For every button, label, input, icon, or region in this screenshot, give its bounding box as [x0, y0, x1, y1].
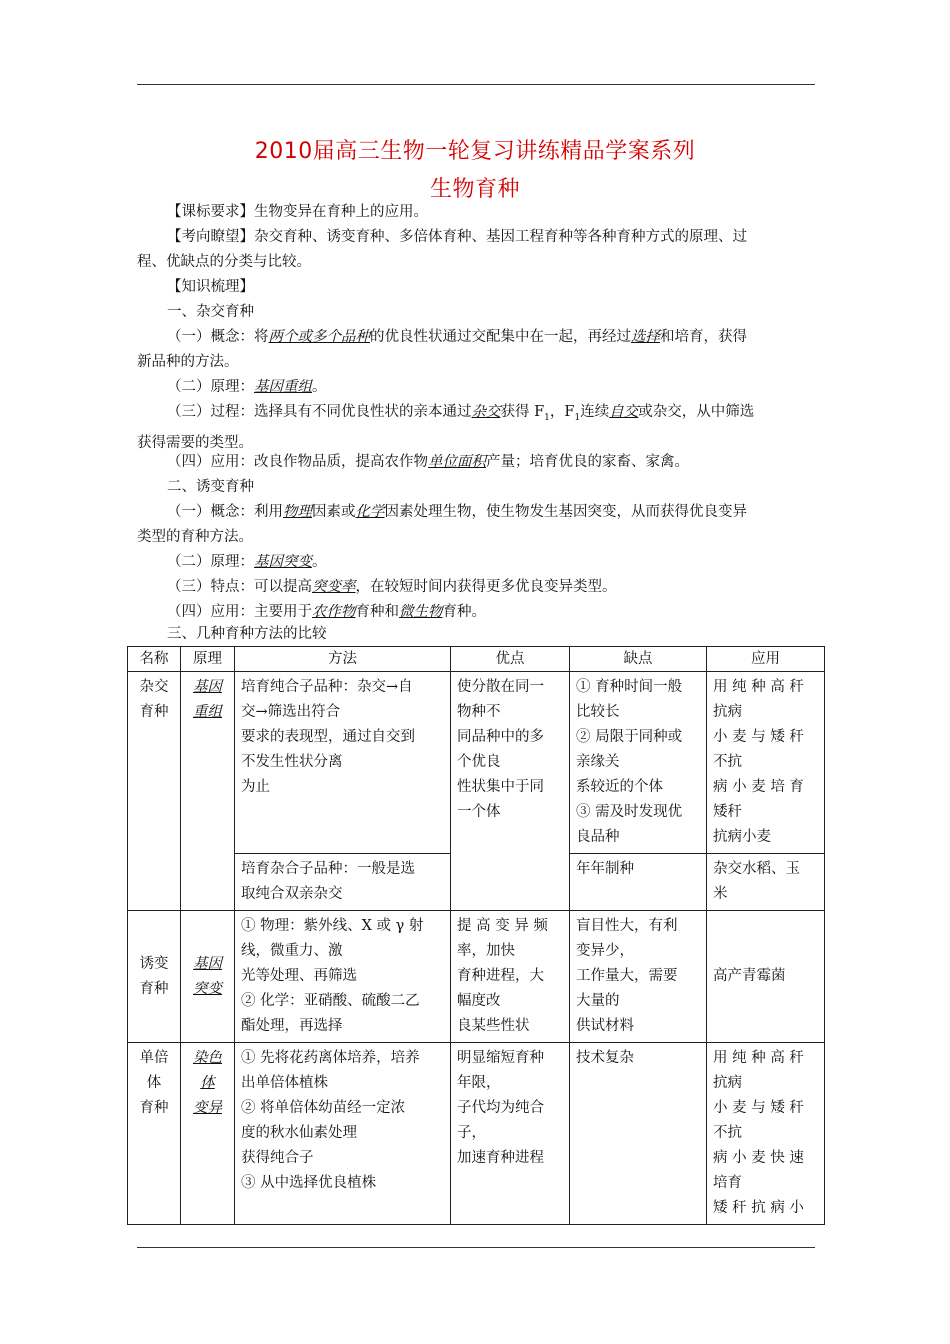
text: 或杂交，从中筛选	[638, 404, 755, 420]
header-disadvantage: 缺点	[570, 647, 707, 672]
header-principle: 原理	[181, 647, 235, 672]
cell-method	[235, 854, 451, 911]
cell-method	[235, 911, 451, 1043]
text: 杂交	[139, 679, 169, 695]
section1-heading: 一、杂交育种	[167, 304, 254, 320]
text: 获得 F	[500, 404, 545, 420]
text: 育种	[139, 980, 169, 997]
text: 抗病	[713, 704, 742, 720]
header-advantage: 优点	[451, 647, 570, 672]
text: 加速育种进程	[457, 1150, 544, 1166]
text: ，在较短时间内获得更多优良变异类型。	[355, 579, 617, 595]
section1-concept	[137, 325, 815, 375]
requirements-paragraph	[137, 200, 815, 225]
requirements-text: 生物变异在育种上的应用。	[254, 204, 428, 220]
text: 抗病	[713, 1075, 742, 1091]
cell-disadvantage	[570, 854, 707, 911]
text: 因素处理生物，使生物发生基因突变，从而获得优良变异	[384, 504, 747, 520]
text: 基因	[193, 679, 222, 695]
document-title: 2010届高三生物一轮复习讲练精品学案系列	[254, 139, 696, 164]
text: ② 将单倍体幼苗经一定浓	[241, 1100, 406, 1116]
text: 因素或	[312, 504, 356, 520]
text: 连续	[580, 404, 610, 420]
answer-blank: 基因重组	[254, 379, 312, 395]
text: （一）概念：利用	[167, 504, 283, 520]
text: 光等处理、再筛选	[241, 968, 357, 984]
cell-principle	[181, 1043, 235, 1225]
cell-method	[235, 672, 451, 854]
text: 用 纯 种 高 秆	[713, 679, 804, 695]
text: ② 局限于同种或	[576, 729, 683, 745]
text: （二）原理：	[167, 379, 254, 395]
text: 染色	[193, 1050, 222, 1066]
text: 为止	[241, 779, 270, 795]
text: （四）应用：主要用于	[167, 604, 312, 620]
text: 率，加快	[457, 943, 515, 959]
text: 提 高 变 异 频	[457, 918, 548, 934]
text: 单倍	[139, 1050, 169, 1066]
text: 交→筛选出符合	[241, 704, 341, 720]
text: 培育	[713, 1175, 742, 1191]
text: 线，微重力、激	[241, 943, 343, 959]
text: 产量；培育优良的家畜、家禽。	[486, 454, 689, 470]
text: （一）概念：将	[167, 329, 269, 345]
text: 和培育，获得	[660, 329, 747, 345]
text: 抗病小麦	[713, 829, 771, 845]
cell-advantage	[451, 911, 570, 1043]
text: 年限，	[457, 1075, 501, 1091]
section1-application	[137, 450, 815, 475]
text: 获得纯合子	[241, 1150, 314, 1166]
footer-rule	[137, 1247, 815, 1248]
header-method: 方法	[235, 647, 451, 672]
text: 用 纯 种 高 秆	[713, 1050, 804, 1066]
text: 育种和	[355, 604, 399, 620]
cell-application	[707, 1043, 825, 1225]
text: 良某些性状	[457, 1018, 530, 1034]
text: （三）过程：选择具有不同优良性状的亲本通过	[167, 404, 472, 420]
text: 培育杂合子品种：一般是选	[241, 861, 415, 877]
answer-blank: 物理	[283, 504, 312, 520]
breeding-comparison-table	[127, 646, 825, 1225]
text: ① 育种时间一般	[576, 679, 683, 695]
text: 同品种中的多	[457, 729, 544, 745]
text: 获得需要的类型。	[137, 434, 253, 451]
cell-disadvantage	[570, 911, 707, 1043]
section1-principle	[137, 375, 815, 400]
requirements-label: 【课标要求】	[167, 204, 254, 220]
text: 变异少，	[576, 943, 634, 959]
answer-blank: 杂交	[471, 404, 501, 420]
text: 体	[146, 1075, 162, 1091]
text: 高产青霉菌	[713, 968, 786, 984]
cell-application	[707, 672, 825, 854]
answer-blank: 突变率	[312, 579, 356, 595]
text: 一个体	[457, 804, 501, 820]
subscript: 1	[574, 412, 581, 423]
text: 比较长	[576, 704, 620, 720]
text: 不抗	[713, 1125, 742, 1141]
answer-blank: 单位面积	[428, 454, 486, 470]
table-row	[128, 672, 825, 854]
text: 。	[312, 554, 327, 570]
text: 亲缘关	[576, 754, 620, 770]
text: ，F	[549, 404, 575, 420]
table-row	[128, 1043, 825, 1225]
text: 出单倍体植株	[241, 1075, 328, 1091]
answer-blank: 农作物	[312, 604, 356, 620]
text: 明显缩短育种	[457, 1050, 544, 1066]
text: 的优良性状通过交配集中在一起，再经过	[370, 329, 631, 345]
answer-blank: 化学	[355, 504, 385, 520]
answer-blank: 自交	[609, 404, 639, 420]
text: 小 麦 与 矮 秆	[713, 1100, 804, 1116]
text: 类型的育种方法。	[137, 529, 253, 545]
header-application: 应用	[707, 647, 825, 672]
text: 育种	[139, 1100, 169, 1116]
text: 育种	[139, 704, 169, 720]
cell-name	[128, 1043, 181, 1225]
answer-blank: 微生物	[399, 604, 443, 620]
text: （二）原理：	[167, 554, 254, 570]
section2-features	[137, 575, 815, 600]
table-header-row	[128, 647, 825, 672]
cell-principle	[181, 911, 235, 1043]
cell-disadvantage	[570, 1043, 707, 1225]
text: ② 化学：亚硝酸、硫酸二乙	[241, 993, 420, 1009]
text: ③ 从中选择优良植株	[241, 1175, 377, 1191]
text: 重组	[193, 704, 222, 720]
text: 病 小 麦 快 速	[713, 1150, 804, 1166]
text: 培育纯合子品种：杂交→自	[241, 679, 413, 695]
text: 个优良	[457, 754, 501, 770]
text: 大量的	[576, 993, 620, 1009]
text: 酯处理，再选择	[241, 1018, 343, 1034]
text: 病 小 麦 培 育	[713, 779, 804, 795]
text: 变异	[193, 1100, 222, 1116]
cell-advantage	[451, 672, 570, 911]
text: （三）特点：可以提高	[167, 579, 312, 595]
text: ① 物理：紫外线、X 或 γ 射	[241, 918, 424, 934]
outlook-paragraph	[137, 225, 815, 275]
subscript: 1	[544, 412, 550, 423]
text: 新品种的方法。	[137, 354, 239, 370]
header-name: 名称	[128, 647, 181, 672]
text: 育种。	[442, 604, 486, 620]
text: 使分散在同一	[457, 679, 544, 695]
knowledge-label: 【知识梳理】	[167, 279, 254, 295]
text: 性状集中于同	[457, 779, 544, 795]
text: 不抗	[713, 754, 742, 770]
text: 矮 秆 抗 病 小	[713, 1200, 804, 1216]
cell-disadvantage	[570, 672, 707, 854]
answer-blank: 选择	[631, 329, 660, 345]
text: 矮秆	[713, 804, 742, 820]
cell-principle	[181, 672, 235, 911]
text: 度的秋水仙素处理	[241, 1125, 357, 1141]
text: 盲目性大，有利	[576, 918, 678, 934]
cell-advantage	[451, 1043, 570, 1225]
text: 技术复杂	[576, 1050, 634, 1066]
text: 育种进程，大	[457, 968, 544, 984]
cell-application	[707, 911, 825, 1043]
section3-heading: 三、几种育种方法的比较	[167, 626, 327, 642]
text: 子，	[457, 1125, 486, 1141]
text: ① 先将花药离体培养，培养	[241, 1050, 420, 1066]
text: 体	[200, 1075, 215, 1091]
answer-blank: 基因突变	[254, 554, 312, 570]
outlook-line1: 杂交育种、诱变育种、多倍体育种、基因工程育种等各种育种方式的原理、过	[254, 229, 747, 245]
text: 杂交水稻、玉	[713, 861, 800, 877]
text: 工作量大，需要	[576, 968, 678, 984]
text: 年年制种	[576, 861, 634, 877]
section2-principle	[137, 550, 815, 575]
section2-heading: 二、诱变育种	[167, 479, 254, 495]
text: 良品种	[576, 829, 620, 845]
outlook-line2: 程、优缺点的分类与比较。	[137, 254, 311, 270]
text: 米	[713, 886, 728, 902]
text: 供试材料	[576, 1018, 634, 1034]
text: 系较近的个体	[576, 779, 663, 795]
text: ③ 需及时发现优	[576, 804, 683, 820]
text: 突变	[193, 980, 222, 997]
text: 小 麦 与 矮 秆	[713, 729, 804, 745]
cell-method	[235, 1043, 451, 1225]
text: 基因	[193, 955, 222, 972]
outlook-label: 【考向瞭望】	[167, 229, 254, 245]
text: 。	[312, 379, 327, 395]
section1-process	[137, 400, 815, 456]
table-row	[128, 911, 825, 1043]
text: 诱变	[139, 955, 169, 972]
text: 子代均为纯合	[457, 1100, 544, 1116]
header-rule	[137, 84, 815, 85]
document-subtitle: 生物育种	[429, 177, 520, 202]
cell-name	[128, 672, 181, 911]
text: （四）应用：改良作物品质，提高农作物	[167, 454, 428, 470]
text: 物种不	[457, 704, 501, 720]
cell-application	[707, 854, 825, 911]
text: 幅度改	[457, 993, 501, 1009]
text: 不发生性状分离	[241, 754, 343, 770]
section2-concept	[137, 500, 815, 550]
text: 取纯合双亲杂交	[241, 886, 343, 902]
cell-name	[128, 911, 181, 1043]
text: 要求的表现型，通过自交到	[241, 729, 415, 745]
answer-blank: 两个或多个品种	[268, 329, 370, 345]
